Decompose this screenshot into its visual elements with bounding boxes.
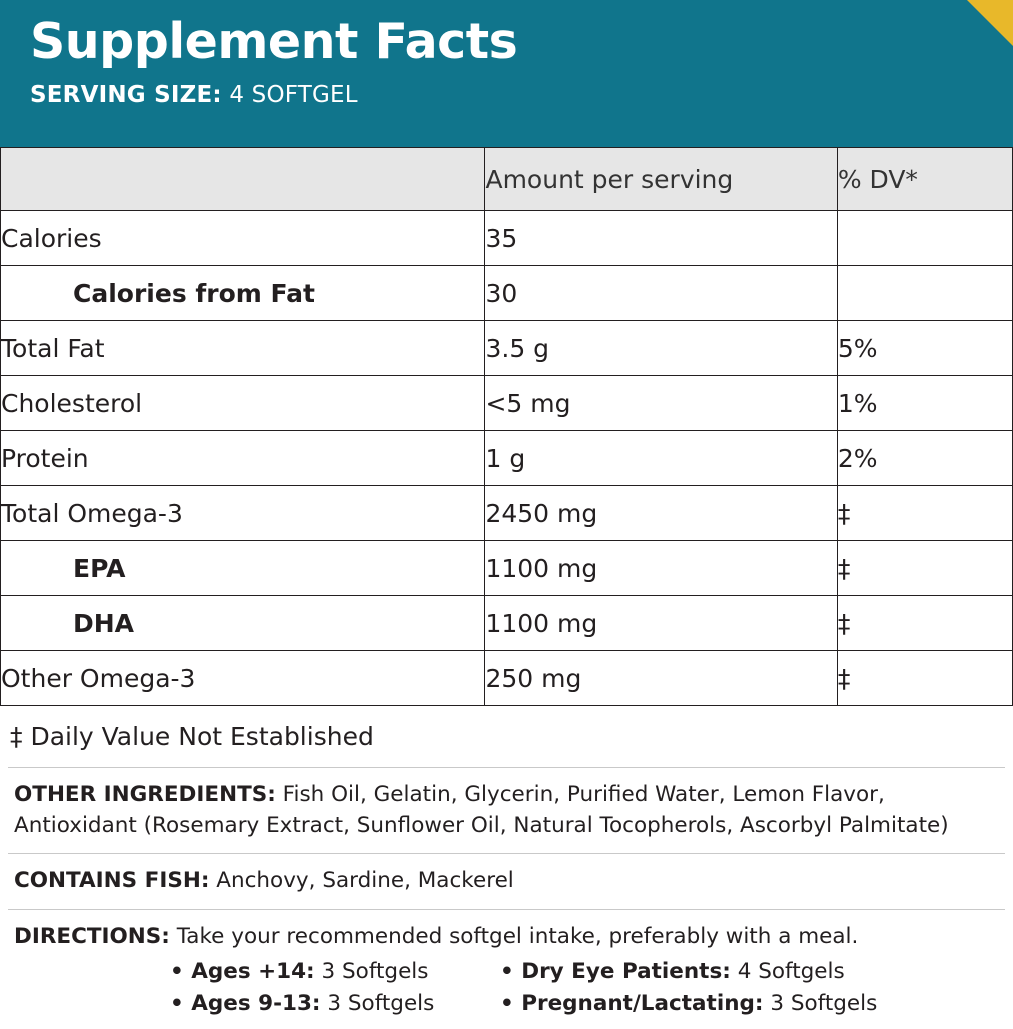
dose-list	[0, 956, 1013, 1029]
nutrient-name: Total Omega-3	[1, 486, 485, 541]
contains-fish	[0, 854, 1013, 909]
other-ingredients	[0, 768, 1013, 853]
serving-size-value: 4 SOFTGEL	[229, 82, 358, 109]
nutrient-name: Total Fat	[1, 321, 485, 376]
table-row	[1, 596, 1013, 651]
list-item	[500, 988, 900, 1020]
nutrient-name: EPA	[1, 541, 485, 596]
nutrient-name: Other Omega-3	[1, 651, 485, 706]
nutrient-dv	[837, 211, 1012, 266]
nutrient-name: Cholesterol	[1, 376, 485, 431]
dose-value: 3 Softgels	[770, 991, 878, 1017]
directions-text: Take your recommended softgel intake, preferably with a meal.	[176, 923, 859, 949]
nutrition-table	[0, 147, 1013, 706]
nutrient-amount: 30	[485, 266, 837, 321]
nutrient-amount: <5 mg	[485, 376, 837, 431]
column-header-dv: % DV*	[837, 148, 1012, 211]
daily-value-footnote: ‡ Daily Value Not Established	[10, 722, 374, 751]
dose-column-left	[170, 956, 500, 1021]
nutrient-dv: 2%	[837, 431, 1012, 486]
nutrient-dv: ‡	[837, 486, 1012, 541]
page-title: Supplement Facts	[30, 13, 518, 70]
nutrient-dv: ‡	[837, 596, 1012, 651]
table-row	[1, 431, 1013, 486]
nutrient-amount: 2450 mg	[485, 486, 837, 541]
contains-fish-label: CONTAINS FISH:	[14, 868, 210, 894]
nutrient-name: Calories from Fat	[1, 266, 485, 321]
dose-value: 3 Softgels	[327, 991, 435, 1017]
contains-fish-text: Anchovy, Sardine, Mackerel	[216, 868, 514, 894]
list-item	[170, 988, 500, 1020]
dose-value: 3 Softgels	[321, 959, 429, 985]
serving-size	[30, 82, 1013, 108]
table-row	[1, 376, 1013, 431]
column-header-amount: Amount per serving	[485, 148, 837, 211]
table-row	[1, 211, 1013, 266]
column-header-nutrient	[1, 148, 485, 211]
serving-size-label: SERVING SIZE:	[30, 82, 222, 109]
nutrient-dv: ‡	[837, 651, 1012, 706]
nutrient-amount: 35	[485, 211, 837, 266]
dose-label: • Ages 9-13:	[170, 991, 321, 1017]
nutrient-name: Calories	[1, 211, 485, 266]
nutrient-amount: 1100 mg	[485, 596, 837, 651]
list-item	[500, 956, 900, 988]
dose-label: • Pregnant/Lactating:	[500, 991, 764, 1017]
other-ingredients-text: Fish Oil, Gelatin, Glycerin, Purified Water, Lemon Flavor, Antioxidant (Rosemary Extract, Sunflower Oil, Natural Tocopherols, Ascorbyl Palmitate)	[14, 782, 949, 838]
dose-label: • Dry Eye Patients:	[500, 959, 731, 985]
nutrient-name: DHA	[1, 596, 485, 651]
nutrient-amount: 250 mg	[485, 651, 837, 706]
nutrient-amount: 1100 mg	[485, 541, 837, 596]
list-item	[170, 956, 500, 988]
directions-label: DIRECTIONS:	[14, 923, 170, 949]
dose-value: 4 Softgels	[737, 959, 845, 985]
table-header-row	[1, 148, 1013, 211]
nutrient-name: Protein	[1, 431, 485, 486]
dose-column-right	[500, 956, 900, 1021]
nutrient-dv: 5%	[837, 321, 1012, 376]
other-ingredients-label: OTHER INGREDIENTS:	[14, 782, 276, 807]
dose-label: • Ages +14:	[170, 959, 315, 985]
corner-fold-decoration	[967, 0, 1013, 46]
table-row	[1, 321, 1013, 376]
table-row	[1, 266, 1013, 321]
nutrient-amount: 1 g	[485, 431, 837, 486]
nutrient-dv	[837, 266, 1012, 321]
nutrient-dv: 1%	[837, 376, 1012, 431]
table-row	[1, 486, 1013, 541]
panel-header	[0, 0, 1013, 147]
table-row	[1, 651, 1013, 706]
directions	[0, 910, 1013, 957]
nutrient-dv: ‡	[837, 541, 1012, 596]
nutrient-amount: 3.5 g	[485, 321, 837, 376]
table-row	[1, 541, 1013, 596]
